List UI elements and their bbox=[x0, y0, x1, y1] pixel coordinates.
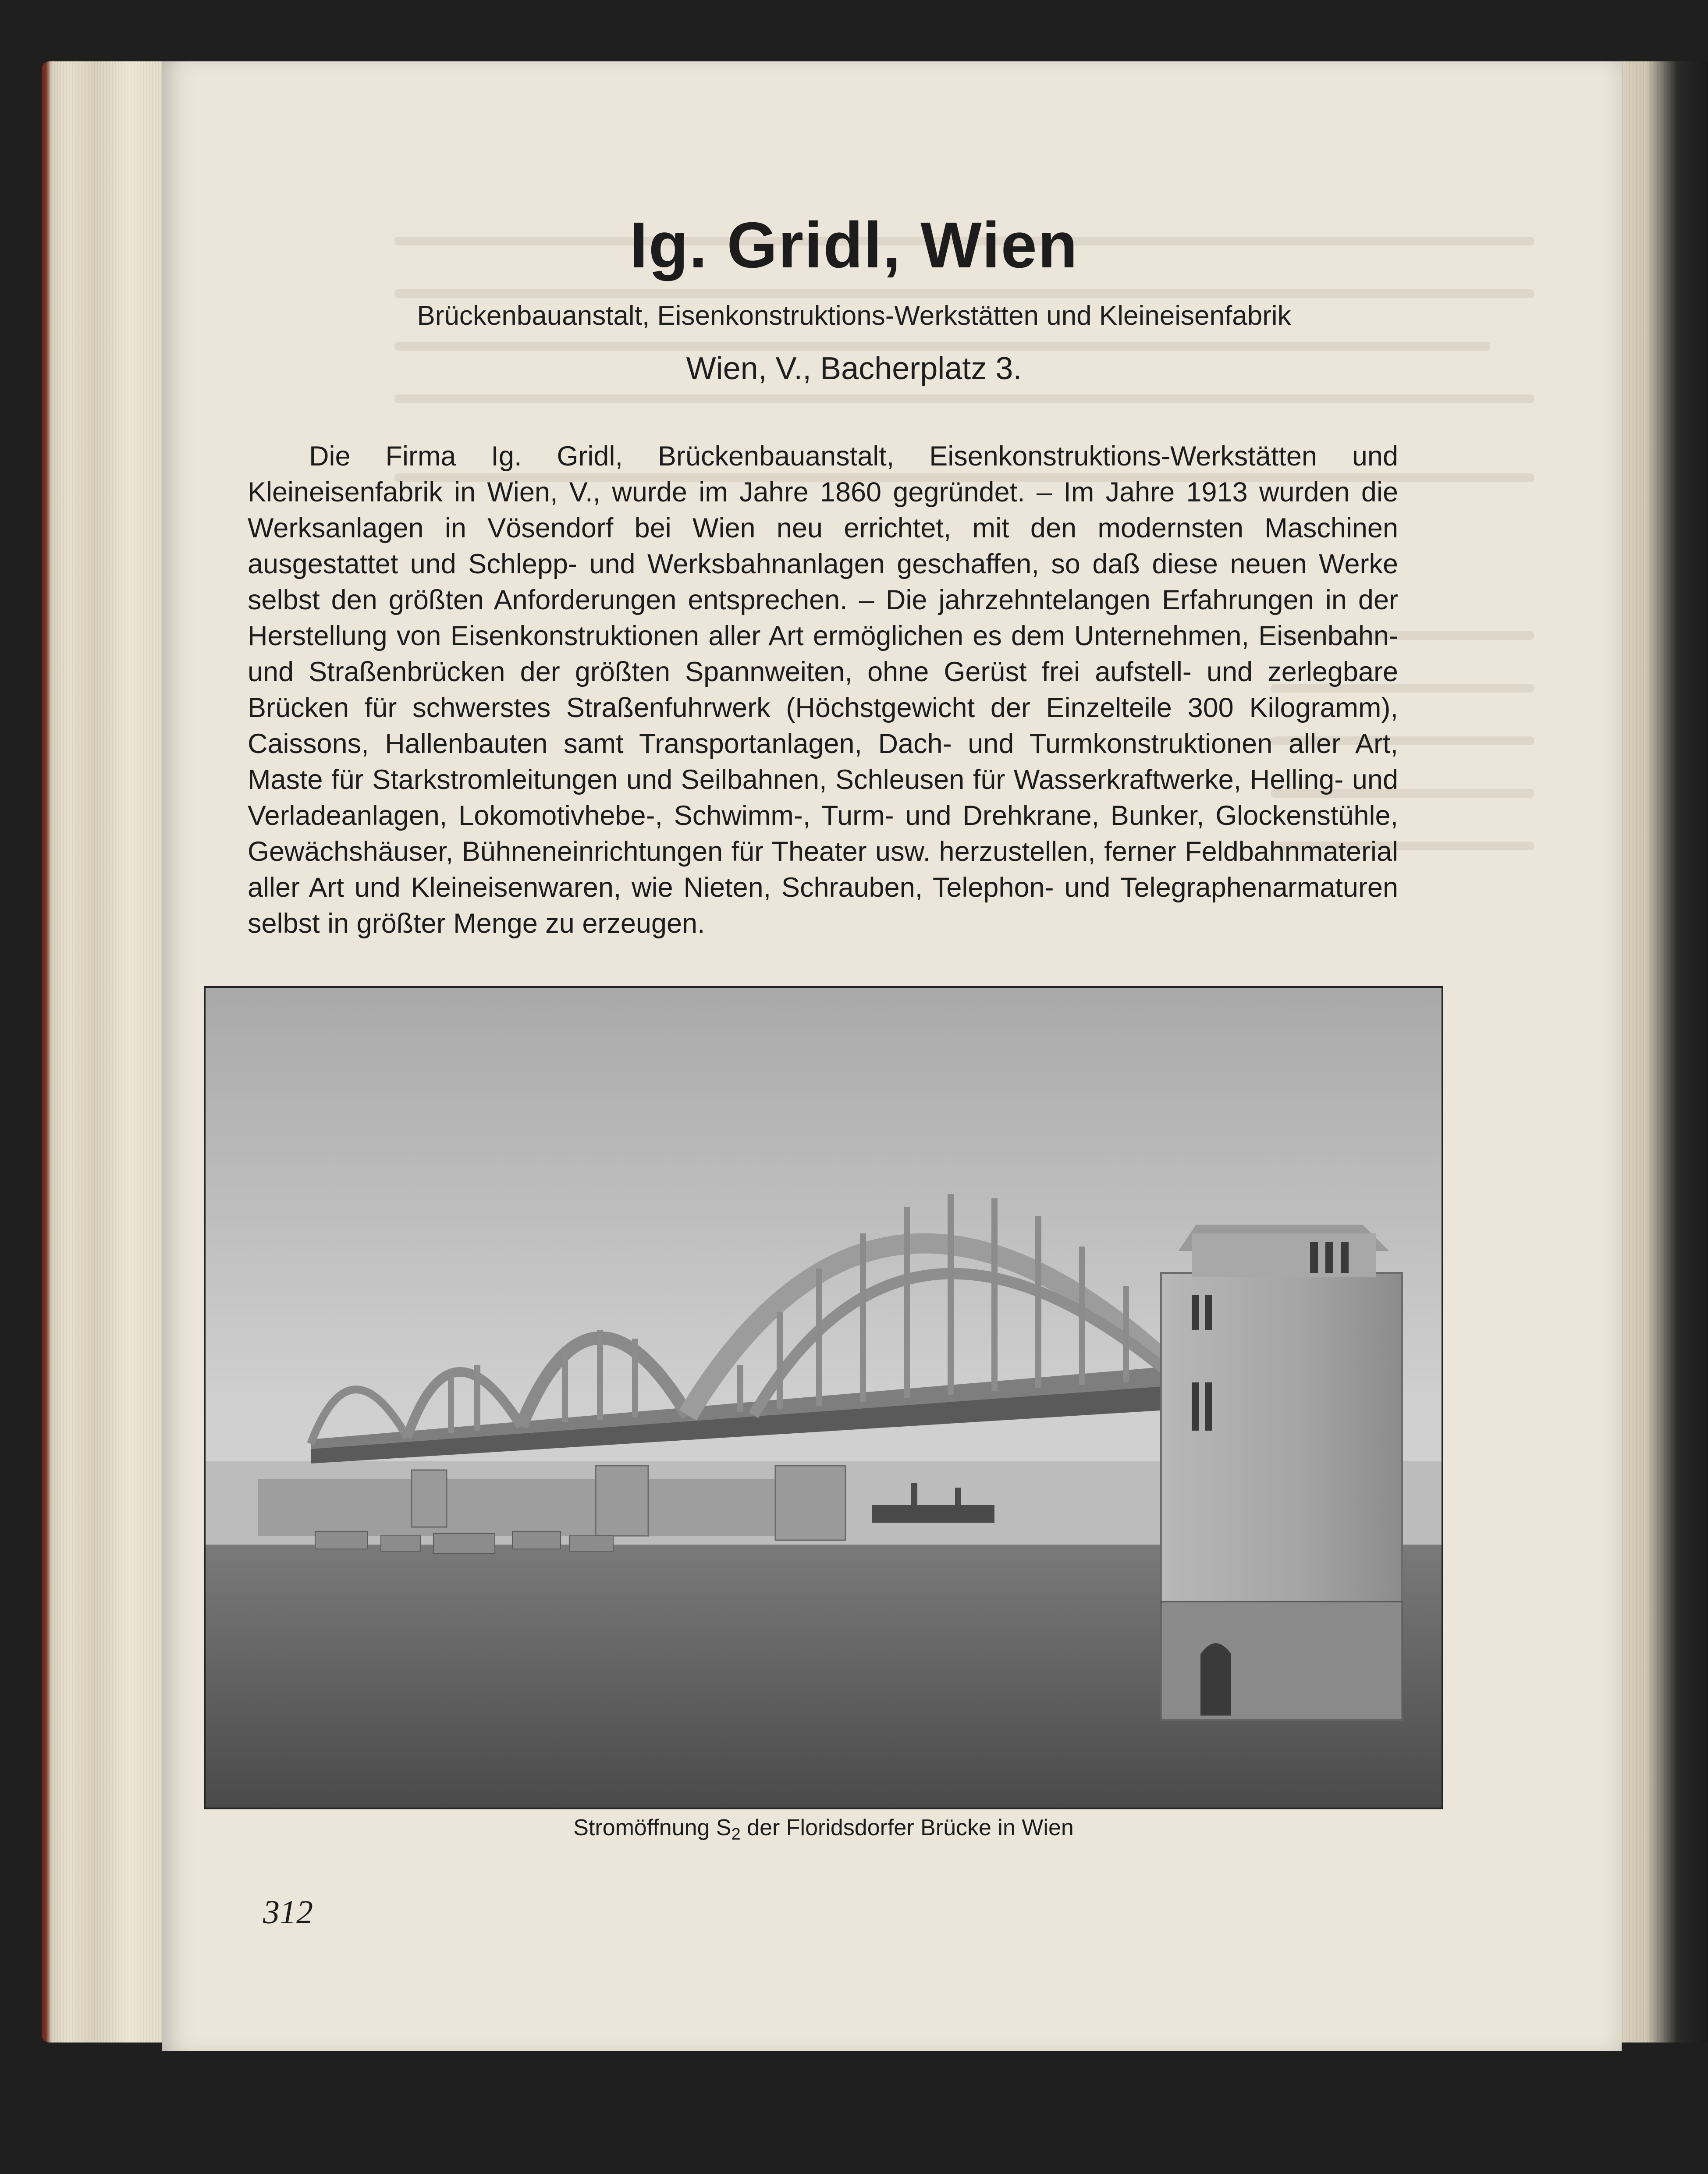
bridge-photograph bbox=[204, 986, 1443, 1809]
bridge-tower bbox=[1161, 1225, 1402, 1720]
company-address: Wien, V., Bacherplatz 3. bbox=[686, 351, 1022, 386]
company-subtitle: Brückenbauanstalt, Eisenkonstruktions-Werkstätten und Kleineisenfabrik bbox=[417, 301, 1291, 331]
bridge-illustration bbox=[206, 988, 1442, 1808]
page-title: Ig. Gridl, Wien bbox=[629, 209, 1079, 281]
caption-text-start: Stromöffnung S bbox=[573, 1815, 731, 1840]
far-riverbank bbox=[258, 1479, 784, 1536]
caption-subscript: 2 bbox=[731, 1825, 741, 1844]
photo-caption bbox=[204, 1815, 1443, 1844]
page-number: 312 bbox=[263, 1894, 313, 1931]
caption-text-end: der Floridsdorfer Brücke in Wien bbox=[740, 1815, 1074, 1840]
body-paragraph: Die Firma Ig. Gridl, Brückenbauanstalt, Eisenkonstruktions-Werkstätten und Kleineisenfabrik in Wien, V., wurde im Jahre 1860 gegründet. – Im Jahre 1913 wurden die Werksanlagen in Vösendorf bei Wien neu errichtet, mit den modernsten Maschinen ausgestattet und Schlepp- und Werksbahnanlagen geschaffen, so daß diese neuen Werke selbst den größten Anforderungen entsprechen. – Die jahrzehntelangen Erfahrungen in der Herstellung von Eisenkonstruktionen aller Art ermöglichen es dem Unternehmen, Eisenbahn- und Straßenbrücken der größten Spannweiten, ohne Gerüst frei aufstell- und zerlegbare Brücken für schwerstes Straßenfuhrwerk (Höchstgewicht der Einzelteile 300 Kilogramm), Caissons, Hallenbauten samt Transportanlagen, Dach- und Turmkonstruktionen aller Art, Maste für Starkstromleitungen und Seilbahnen, Schleusen für Wasserkraftwerke, Helling- und Verladeanlagen, Lokomotivhebe-, Schwimm-, Turm- und Drehkrane, Bunker, Glockenstühle, Gewächshäuser, Bühneneinrichtungen für Theater usw. herzustellen, ferner Feldbahnmaterial aller Art und Kleineisenwaren, wie Nieten, Schrauben, Telephon- und Telegraphenarmaturen selbst in größter Menge zu erzeugen. bbox=[248, 441, 1398, 939]
